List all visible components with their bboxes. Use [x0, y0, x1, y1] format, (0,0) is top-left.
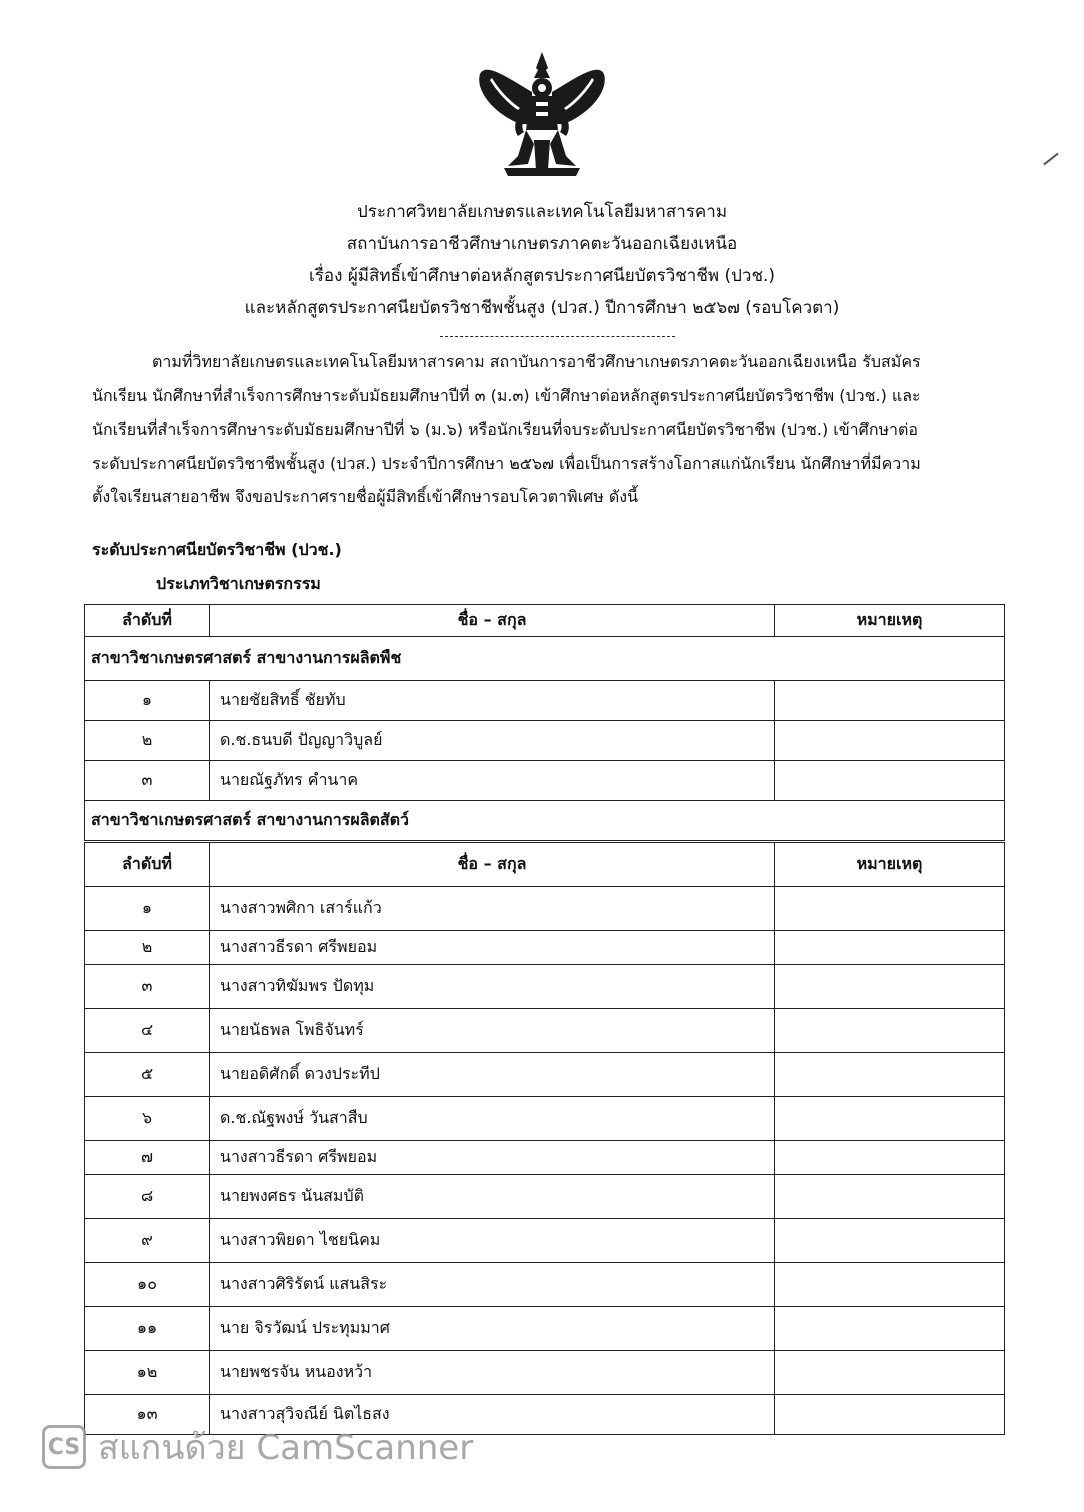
table-row [85, 1009, 1005, 1053]
column-header-remark: หมายเหตุ [775, 605, 1005, 637]
row-remark [775, 1307, 1005, 1351]
row-number: ๑๒ [85, 1351, 210, 1395]
row-remark [775, 1351, 1005, 1395]
row-remark [775, 761, 1005, 801]
row-number: ๗ [85, 1141, 210, 1175]
row-remark [775, 931, 1005, 965]
row-number: ๑๓ [85, 1395, 210, 1435]
table-row [85, 1097, 1005, 1141]
student-name: นายพงศธร นันสมบัติ [210, 1175, 775, 1219]
crop-production-table [84, 604, 1005, 841]
row-number: ๑๐ [85, 1263, 210, 1307]
body-paragraph-line3: นักเรียนที่สำเร็จการศึกษาระดับมัธยมศึกษาปีที่ ๖ (ม.๖) หรือนักเรียนที่จบระดับประกาศนียบัตรวิชาชีพ (ปวช.) เข้าศึกษาต่อ [92, 420, 919, 439]
row-number: ๑๑ [85, 1307, 210, 1351]
group-title-row [85, 637, 1005, 681]
animal-production-table [84, 842, 1005, 1435]
student-name: นางสาวศิริรัตน์ แสนสิระ [210, 1263, 775, 1307]
camscanner-logo-icon: CS [42, 1425, 86, 1469]
announcement-title-line2: สถาบันการอาชีวศึกษาเกษตรภาคตะวันออกเฉียงเหนือ [346, 234, 738, 254]
row-number: ๓ [85, 965, 210, 1009]
column-header-no: ลำดับที่ [85, 605, 210, 637]
title-divider [440, 336, 675, 337]
row-number: ๘ [85, 1175, 210, 1219]
row-remark [775, 887, 1005, 931]
student-name: นางสาวพิยดา ไชยนิคม [210, 1219, 775, 1263]
student-name: นายอดิศักดิ์ ดวงประทีป [210, 1053, 775, 1097]
table-row [85, 887, 1005, 931]
row-number: ๑ [85, 681, 210, 721]
student-name: นายชัยสิทธิ์ ชัยทับ [210, 681, 775, 721]
student-name: นาย จิรวัฒน์ ประทุมมาศ [210, 1307, 775, 1351]
row-number: ๒ [85, 931, 210, 965]
table-row [85, 1263, 1005, 1307]
announcement-title-line1: ประกาศวิทยาลัยเกษตรและเทคโนโลยีมหาสารคาม [356, 202, 728, 222]
table-row [85, 1175, 1005, 1219]
row-number: ๒ [85, 721, 210, 761]
pen-mark [1043, 153, 1058, 166]
row-number: ๑ [85, 887, 210, 931]
table-header-row [85, 843, 1005, 887]
garuda-emblem-icon [468, 48, 616, 180]
table-row [85, 1141, 1005, 1175]
group-title-row [85, 801, 1005, 841]
table-row [85, 1351, 1005, 1395]
column-header-remark: หมายเหตุ [775, 843, 1005, 887]
camscanner-watermark [42, 1424, 473, 1470]
row-remark [775, 1097, 1005, 1141]
table-row [85, 1053, 1005, 1097]
student-name: นางสาวธีรดา ศรีพยอม [210, 931, 775, 965]
watermark-text: สแกนด้วย CamScanner [98, 1428, 474, 1468]
announcement-subject-line1: เรื่อง ผู้มีสิทธิ์เข้าศึกษาต่อหลักสูตรประกาศนียบัตรวิชาชีพ (ปวช.) [308, 266, 776, 286]
student-name: นางสาวทิฆัมพร ปัดทุม [210, 965, 775, 1009]
level-title: ระดับประกาศนียบัตรวิชาชีพ (ปวช.) [92, 540, 342, 559]
column-header-name: ชื่อ – สกุล [210, 605, 775, 637]
table-row [85, 1219, 1005, 1263]
table-row [85, 965, 1005, 1009]
body-paragraph-line4: ระดับประกาศนียบัตรวิชาชีพชั้นสูง (ปวส.) ประจำปีการศึกษา ๒๕๖๗ เพื่อเป็นการสร้างโอกาสแก่นักเรียน นักศึกษาที่มีความ [92, 454, 921, 473]
row-remark [775, 721, 1005, 761]
table-row [85, 681, 1005, 721]
body-paragraph-line5: ตั้งใจเรียนสายอาชีพ จึงขอประกาศรายชื่อผู้มีสิทธิ์เข้าศึกษารอบโควตาพิเศษ ดังนี้ [92, 487, 639, 506]
student-name: นางสาวสุวิจณีย์ นิตไธสง [210, 1395, 775, 1435]
row-number: ๙ [85, 1219, 210, 1263]
group1-title: สาขาวิชาเกษตรศาสตร์ สาขางานการผลิตพืช [85, 637, 1005, 681]
table-row [85, 761, 1005, 801]
column-header-no: ลำดับที่ [85, 843, 210, 887]
row-remark [775, 1053, 1005, 1097]
student-name: ด.ช.ณัฐพงษ์ วันสาสืบ [210, 1097, 775, 1141]
table-row [85, 1307, 1005, 1351]
column-header-name: ชื่อ – สกุล [210, 843, 775, 887]
category-title: ประเภทวิชาเกษตรกรรม [156, 574, 321, 593]
group2-title: สาขาวิชาเกษตรศาสตร์ สาขางานการผลิตสัตว์ [85, 801, 1005, 841]
body-paragraph-line2: นักเรียน นักศึกษาที่สำเร็จการศึกษาระดับมัธยมศึกษาปีที่ ๓ (ม.๓) เข้าศึกษาต่อหลักสูตรประกาศนียบัตรวิชาชีพ (ปวช.) และ [92, 386, 921, 405]
body-paragraph-line1: ตามที่วิทยาลัยเกษตรและเทคโนโลยีมหาสารคาม สถาบันการอาชีวศึกษาเกษตรภาคตะวันออกเฉียงเหนือ รับสมัคร [152, 352, 921, 371]
row-number: ๕ [85, 1053, 210, 1097]
table-header-row [85, 605, 1005, 637]
row-remark [775, 1219, 1005, 1263]
row-remark [775, 1263, 1005, 1307]
student-name: นายนัธพล โพธิจันทร์ [210, 1009, 775, 1053]
row-remark [775, 1141, 1005, 1175]
student-name: นางสาวธีรดา ศรีพยอม [210, 1141, 775, 1175]
announcement-subject-line2: และหลักสูตรประกาศนียบัตรวิชาชีพชั้นสูง (ปวส.) ปีการศึกษา ๒๕๖๗ (รอบโควตา) [244, 298, 840, 318]
table-row [85, 721, 1005, 761]
student-name: นายพชรจัน หนองหว้า [210, 1351, 775, 1395]
student-name: นางสาวพศิกา เสาร์แก้ว [210, 887, 775, 931]
row-remark [775, 681, 1005, 721]
student-name: ด.ช.ธนบดี ปัญญาวิบูลย์ [210, 721, 775, 761]
row-remark [775, 965, 1005, 1009]
student-name: นายณัฐภัทร คำนาค [210, 761, 775, 801]
row-number: ๓ [85, 761, 210, 801]
row-number: ๔ [85, 1009, 210, 1053]
row-remark [775, 1009, 1005, 1053]
row-remark [775, 1175, 1005, 1219]
row-remark [775, 1395, 1005, 1435]
row-number: ๖ [85, 1097, 210, 1141]
table-row [85, 931, 1005, 965]
